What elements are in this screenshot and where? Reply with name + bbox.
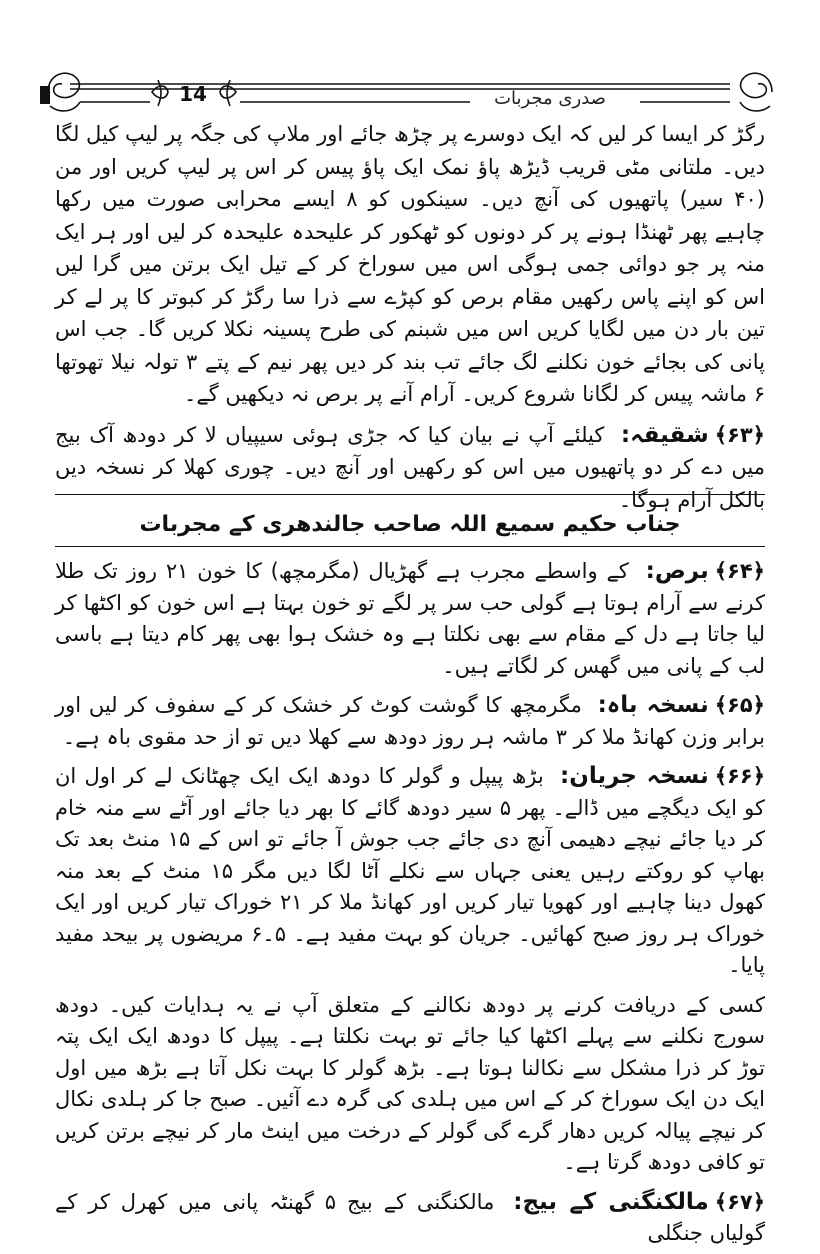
entry-65 <box>55 690 765 753</box>
entry-heading: نسخہ جریان: <box>560 763 709 789</box>
entry-text: مگرمچھ کا گوشت کوٹ کر خشک کر کے سفوف کر لیں اور برابر وزن کھانڈ ملا کر ۳ ماشہ ہر روز دودھ سے کھلا دیں تو از حد مقوی باہ ہے۔ <box>55 693 765 749</box>
paragraph-text: کسی کے دریافت کرنے پر دودھ نکالنے کے متعلق آپ نے یہ ہدایات کیں۔ دودھ سورج نکلنے سے پہلے اکٹھا کیا جائے تو بہت نکلتا ہے۔ پیپل کا دودھ ایک ایک پتہ توڑ کر ذرا مشکل سے نکالنا ہوتا ہے۔ بڑھ گولر کا بہت نکل آتا ہے بڑھ میں اول ایک دن ایک سوراخ کر کے اس میں ہلدی کی گرہ دے آئیں۔ صبح جا کر ہلدی نکال کر نیچے پیالہ کریں دھار گرے گی گولر کے درخت میں اینٹ مار کر نیچے برتن کریں تو کافی دودھ گرتا ہے۔ <box>55 992 765 1174</box>
entry-number: ﴿۶۴﴾ <box>714 559 765 583</box>
entry-text: مالکنگنی کے بیج ۵ گھنٹہ پانی میں کھرل کر کے گولیاں جنگلی <box>55 1189 765 1245</box>
entry-64 <box>55 556 765 682</box>
entry-heading: مالکنگنی کے بیج: <box>513 1188 709 1215</box>
entry-text: بڑھ پیپل و گولر کا دودھ ایک ایک چھٹانک لے کر اول ان کو ایک دیگچے میں ڈالے۔ پھر ۵ سیر دودھ گائے کا بھر دیا جائے اور آٹے سے منہ خام کر دیا جائے نیچے دھیمی آنچ دی جائے جب جوش آ جائے تو اس کے ۱۵ منٹ بعد تک بھاپ کو روکتے رہیں یعنی جہاں سے نکلے آٹا لگا دیں مگر ۱۵ منٹ کے بعد منہ کھول دینا چاہیے اور کھویا تیار کریں اور کھانڈ ملا کر ۲۱ خوراک تیار کریں اور ایک خوراک ہر روز صبح کھائیں۔ جریان کو بہت مفید ہے۔ ۵۔۶ مریضوں پر بیحد مفید پایا۔ <box>55 764 766 977</box>
running-title: صدری مجربات <box>494 88 606 109</box>
section-divider-bottom <box>55 546 765 547</box>
entry-number: ﴿۶۷﴾ <box>714 1189 766 1214</box>
entry-heading: برص: <box>645 558 709 584</box>
entry-67 <box>55 1187 765 1250</box>
ornamental-border-icon <box>40 62 780 122</box>
entry-heading: نسخہ باہ: <box>597 692 709 718</box>
page-number: 14 <box>179 82 207 106</box>
section-divider-top <box>55 494 765 495</box>
entry-number: ﴿۶۳﴾ <box>714 422 765 447</box>
entry-text: کیلئے آپ نے بیان کیا کہ جڑی ہوئی سیپیاں لا کر دودھ آک بیج میں دے کر دو پاتھیوں میں اس کو رکھیں اور آنچ دیں۔ چوری کھلا کر نسخہ دیں بالکل آرام ہوگا۔ <box>55 422 765 512</box>
section-heading: جناب حکیم سمیع اللہ صاحب جالندھری کے مجربات <box>139 512 681 537</box>
entry-text: کے واسطے مجرب ہے گھڑیال (مگرمچھ) کا خون ۲۱ روز تک طلا کرنے سے آرام ہوتا ہے گولی حب سر پر لگے تو خون بہتا ہے اس خون کو اکٹھا کر لیا جاتا ہے دل کے مقام سے بھی نکلتا ہے وہ خشک ہوا بھی پھر کام دیتا ہے باسی لب کے پانی میں گھس کر لگاتے ہیں۔ <box>55 559 765 678</box>
top-text-block <box>55 118 765 516</box>
paragraph: رگڑ کر ایسا کر لیں کہ ایک دوسرے پر چڑھ جائے اور ملاپ کی جگہ پر لیپ کیل لگا دیں۔ ملتانی مٹی قریب ڈیڑھ پاؤ نمک ایک پاؤ پیس کر اس پر لیپ کریں اور من (۴۰ سیر) پاتھیوں کی آنچ دیں۔ سینکوں کو ۸ ایسے محرابی صورت میں رکھا چاہیے پھر ٹھنڈا ہونے پر کر دونوں کو ٹھکور کر علیحدہ علیحدہ کر لیں اور ہر ایک منہ پر جو دوائی جمی ہوگی اس میں سوراخ کر کے تیل ایک برتن میں گرا لیں اس کو اپنے پاس رکھیں مقام برص کو کپڑے سے ذرا سا رگڑ کر کبوتر کا پر لے کر تین بار دن میں لگایا کریں اس میں شبنم کی طرح پسینہ نکلا کریں گا۔ جب اس پانی کی بجائے خون نکلنے لگ جائے تب بند کر دیں پھر نیم کے پتے ۳ تولہ نیلا تھوتھا ۶ ماشہ پیس کر لگانا شروع کریں۔ آرام آنے پر برص نہ دیکھیں گے۔ <box>54 122 765 406</box>
section-text-block <box>55 556 765 1250</box>
entry-number: ﴿۶۶﴾ <box>714 764 765 788</box>
page-header <box>40 62 780 122</box>
milk-extraction-note <box>55 990 765 1179</box>
entry-number: ﴿۶۵﴾ <box>714 693 765 717</box>
entry-heading: شقیقہ: <box>620 421 709 448</box>
entry-66 <box>55 761 765 982</box>
entry-63 <box>55 419 765 517</box>
